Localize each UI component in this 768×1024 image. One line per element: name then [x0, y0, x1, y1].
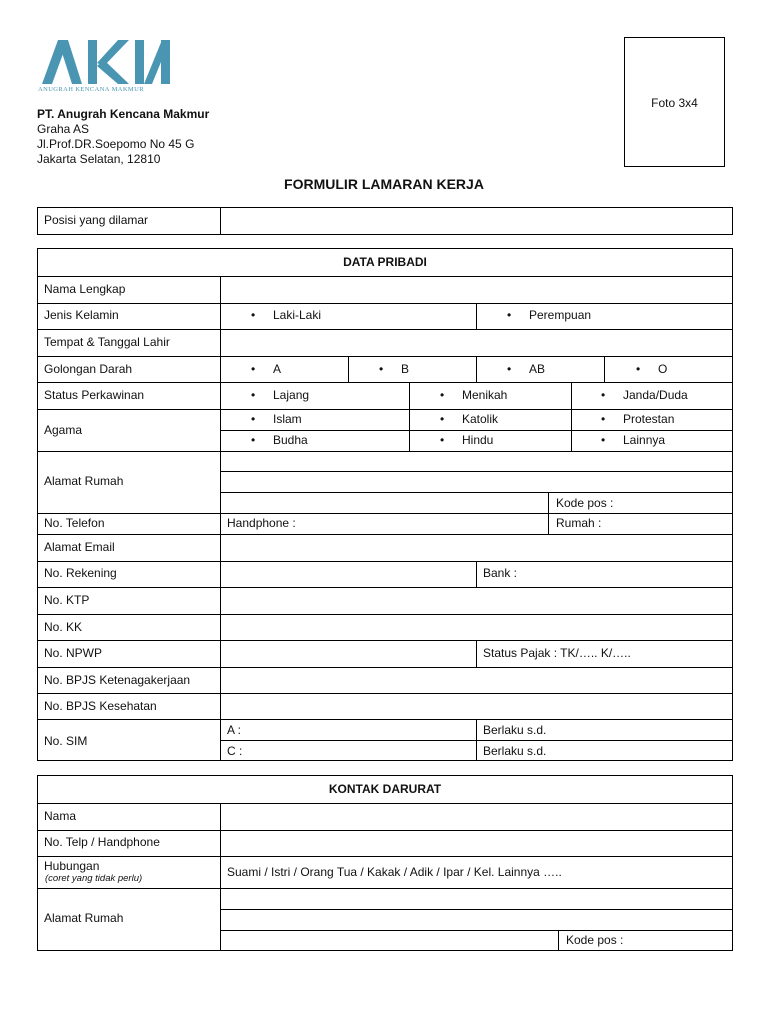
section-title-emergency: KONTAK DARURAT: [328, 782, 442, 796]
religion-option-buddhist[interactable]: • Budha: [273, 433, 308, 447]
relation-note: (coret yang tidak perlu): [45, 873, 143, 884]
home-address-field[interactable]: [222, 452, 730, 513]
sim-label: No. SIM: [44, 734, 88, 748]
gender-option-male[interactable]: • Laki-Laki: [273, 308, 321, 322]
bpjs-employment-field[interactable]: [222, 668, 730, 692]
full-name-label: Nama Lengkap: [44, 282, 126, 296]
religion-label: Agama: [44, 423, 83, 437]
address-line: Jakarta Selatan, 12810: [37, 152, 161, 166]
gender-label: Jenis Kelamin: [44, 308, 119, 322]
address-line: Jl.Prof.DR.Soepomo No 45 G: [37, 137, 195, 151]
section-title-personal: DATA PRIBADI: [343, 255, 427, 269]
npwp-label: No. NPWP: [44, 646, 103, 660]
religion-option-islam[interactable]: • Islam: [273, 412, 302, 426]
emergency-contact-table: [37, 775, 733, 951]
home-phone-label: Rumah :: [556, 516, 602, 530]
ktp-label: No. KTP: [44, 593, 90, 607]
full-name-field[interactable]: [222, 277, 730, 302]
home-address-label: Alamat Rumah: [44, 474, 124, 488]
blood-option-a[interactable]: • A: [273, 362, 281, 376]
mobile-label: Handphone :: [227, 516, 296, 530]
religion-option-catholic[interactable]: • Katolik: [462, 412, 498, 426]
birth-field[interactable]: [222, 330, 730, 355]
bpjs-health-field[interactable]: [222, 694, 730, 718]
account-number-label: No. Rekening: [44, 566, 117, 580]
company-address-block: [37, 107, 209, 167]
religion-option-protestant[interactable]: • Protestan: [623, 412, 674, 426]
position-label: Posisi yang dilamar: [44, 213, 149, 227]
emergency-name-field[interactable]: [222, 804, 730, 829]
religion-option-other[interactable]: • Lainnya: [623, 433, 665, 447]
logo-tagline: ANUGRAH KENCANA MAKMUR: [38, 86, 144, 93]
position-table: [37, 207, 733, 235]
sim-a-valid-label: Berlaku s.d.: [483, 723, 547, 737]
tax-status-label: Status Pajak : TK/….. K/…..: [483, 646, 631, 660]
sim-a-label: A :: [227, 723, 242, 737]
emergency-address-field[interactable]: [222, 889, 730, 929]
photo-box: [624, 37, 725, 167]
emergency-phone-label: No. Telp / Handphone: [44, 835, 160, 849]
emergency-name-label: Nama: [44, 809, 77, 823]
sim-c-valid-label: Berlaku s.d.: [483, 744, 547, 758]
marital-status-label: Status Perkawinan: [44, 388, 145, 402]
blood-option-ab[interactable]: • AB: [529, 362, 545, 376]
email-label: Alamat Email: [44, 540, 115, 554]
blood-option-o[interactable]: • O: [658, 362, 667, 376]
bpjs-health-label: No. BPJS Kesehatan: [44, 699, 157, 713]
ktp-field[interactable]: [222, 588, 730, 613]
company-name: PT. Anugrah Kencana Makmur: [37, 107, 210, 121]
position-field[interactable]: [222, 209, 730, 234]
address-line: Graha AS: [37, 122, 90, 136]
bank-label: Bank :: [483, 566, 518, 580]
phone-label: No. Telefon: [44, 516, 105, 530]
form-title: FORMULIR LAMARAN KERJA: [284, 176, 484, 192]
blood-option-b[interactable]: • B: [401, 362, 409, 376]
marital-option-widowed[interactable]: • Janda/Duda: [623, 388, 688, 402]
postal-code-label: Kode pos :: [556, 496, 614, 510]
marital-option-single[interactable]: • Lajang: [273, 388, 309, 402]
birth-label: Tempat & Tanggal Lahir: [44, 335, 170, 349]
bpjs-employment-label: No. BPJS Ketenagakerjaan: [44, 673, 191, 687]
personal-data-table: [37, 248, 733, 761]
kk-label: No. KK: [44, 620, 83, 634]
sim-c-label: C :: [227, 744, 243, 758]
religion-option-hindu[interactable]: • Hindu: [462, 433, 493, 447]
emergency-phone-field[interactable]: [222, 831, 730, 855]
blood-type-label: Golongan Darah: [44, 362, 133, 376]
emergency-postal-code-label: Kode pos :: [566, 933, 624, 947]
gender-option-female[interactable]: • Perempuan: [529, 308, 591, 322]
email-field[interactable]: [222, 535, 730, 560]
photo-label: Foto 3x4: [651, 96, 698, 110]
relation-options[interactable]: Suami / Istri / Orang Tua / Kakak / Adik / Ipar / Kel. Lainnya …..: [227, 865, 562, 879]
kk-field[interactable]: [222, 615, 730, 639]
marital-option-married[interactable]: • Menikah: [462, 388, 507, 402]
relation-label: Hubungan: [44, 859, 100, 873]
emergency-address-label: Alamat Rumah: [44, 911, 124, 925]
